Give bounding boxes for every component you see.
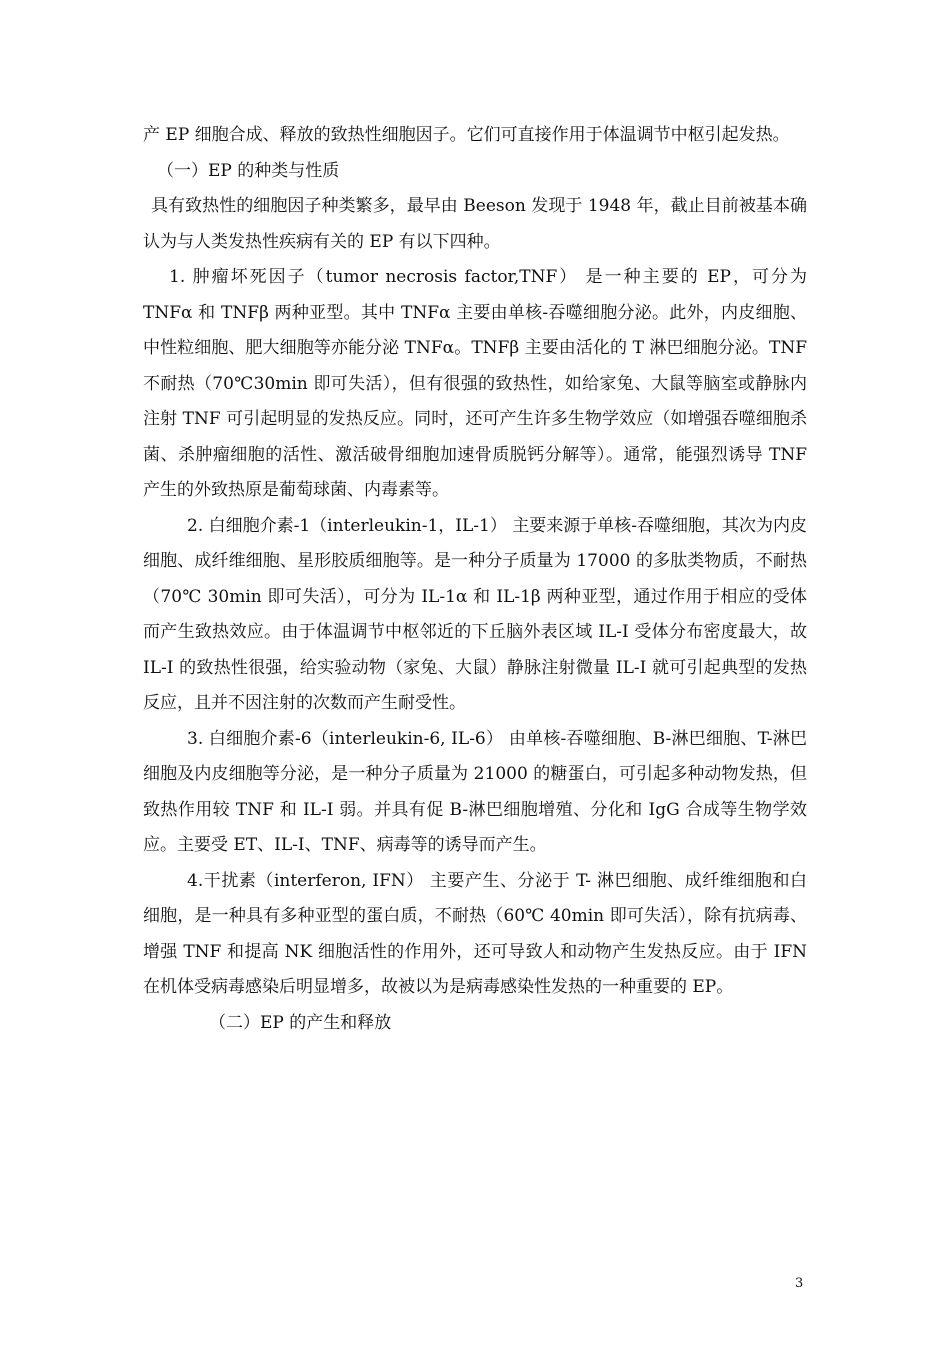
paragraph-ep-intro: 具有致热性的细胞因子种类繁多，最早由 Beeson 发现于 1948 年，截止目前被基本确认为与人类发热性疾病有关的 EP 有以下四种。 [143,196,807,252]
body-text [143,118,807,1041]
paragraph-il6: 3. 白细胞介素-6（interleukin-6, IL-6） 由单核-吞噬细胞、B-淋巴细胞、T-淋巴细胞及内皮细胞等分泌，是一种分子质量为 21000 的糖蛋白，可引起多种动物发热，但致热作用较 TNF 和 IL-I 弱。并具有促 B-淋巴细胞增殖、分化和 IgG 合成等生物学效应。主要受 ET、IL-I、TNF、病毒等的诱导而产生。 [143,728,807,855]
section-heading-ep-types: （一）EP 的种类与性质 [157,160,340,181]
section-heading-ep-production: （二）EP 的产生和释放 [209,1012,392,1033]
paragraph-continuation: 产 EP 细胞合成、释放的致热性细胞因子。它们可直接作用于体温调节中枢引起发热。 [143,125,790,145]
paragraph-tnf: 1. 肿瘤坏死因子（tumor necrosis factor,TNF） 是一种主要的 EP，可分为 TNFα 和 TNFβ 两种亚型。其中 TNFα 主要由单核-吞噬细胞分泌。此外，内皮细胞、中性粒细胞、肥大细胞等亦能分泌 TNFα。TNFβ 主要由活化的 T 淋巴细胞分泌。TNF 不耐热（70℃30min 即可失活），但有很强的致热性，如给家兔、大鼠等脑室或静脉内注射 TNF 可引起明显的发热反应。同时，还可产生许多生物学效应（如增强吞噬细胞杀菌、杀肿瘤细胞的活性、激活破骨细胞加速骨质脱钙分解等）。通常，能强烈诱导 TNF 产生的外致热原是葡萄球菌、内毒素等。 [143,267,807,500]
page-number: 3 [795,1276,804,1291]
paragraph-il1: 2. 白细胞介素-1（interleukin-1，IL-1） 主要来源于单核-吞噬细胞，其次为内皮细胞、成纤维细胞、星形胶质细胞等。是一种分子质量为 17000 的多肽类物质，不耐热（70℃ 30min 即可失活），可分为 IL-1α 和 IL-1β 两种亚型，通过作用于相应的受体而产生致热效应。由于体温调节中枢邻近的下丘脑外表区域 IL-I 受体分布密度最大，故 IL-I 的致热性很强，给实验动物（家兔、大鼠）静脉注射微量 IL-I 就可引起典型的发热反应，且并不因注射的次数而产生耐受性。 [143,515,807,713]
paragraph-ifn: 4.干扰素（interferon, IFN） 主要产生、分泌于 T- 淋巴细胞、成纤维细胞和白细胞，是一种具有多种亚型的蛋白质，不耐热（60℃ 40min 即可失活），除有抗病毒、增强 TNF 和提高 NK 细胞活性的作用外，还可导致人和动物产生发热反应。由于 IFN 在机体受病毒感染后明显增多，故被以为是病毒感染性发热的一种重要的 EP。 [143,870,807,997]
